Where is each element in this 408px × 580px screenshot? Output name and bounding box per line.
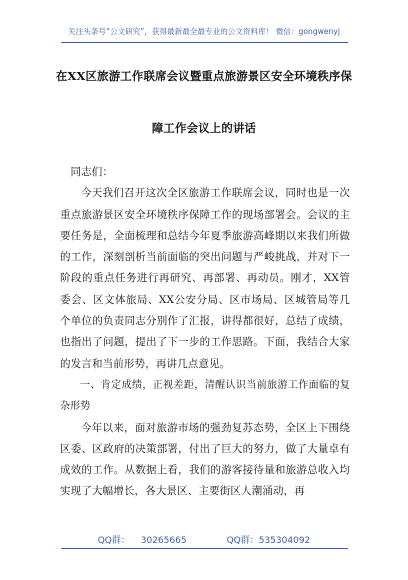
header-rule (61, 42, 348, 43)
document-title-line-2: 障工作会议上的讲话 (151, 121, 257, 135)
section-heading-1: 一、肯定成绩，正视差距，清醒认识当前旅游工作面临的复杂形势 (60, 379, 350, 413)
footer (0, 533, 408, 546)
document-body (60, 162, 350, 503)
greeting: 同志们： (70, 166, 114, 178)
footer-qq-group-2: QQ群：535304092 (226, 536, 311, 546)
paragraph-intro: 今天我们召开这次全区旅游工作联席会议，同时也是一次重点旅游景区安全环境秩序保障工作的现场部署会。会议的主要任务是，全面梳理和总结今年夏季旅游高峰期以来我们所做的工作，深刻剖析当前面临的突出问题与严峻挑战，并对下一阶段的重点任务进行再研究、再部署、再动员。刚才，XX管委会、区文体旅局、XX公安分局、区市场局、区城管局等几个单位的负责同志分别作了汇报，讲得都很好，总结了成绩，也指出了问题，提出了下一步的工作思路。下面，我结合大家的发言和当前形势，再讲几点意见。 (60, 187, 350, 370)
header-note: 关注头条号“公文研究”，获得最新最全最专业的公文资料库！ 微信：gongwenyj (68, 27, 340, 36)
footer-qq-group-1: QQ群： 30265665 (97, 536, 187, 546)
paragraph-section-1: 今年以来，面对旅游市场的强劲复苏态势，全区上下围绕区委、区政府的决策部署，付出了巨大的努力，做了大量卓有成效的工作。从数据上看，我们的游客接待量和旅游总收入均实现了大幅增长，各大景区、主要街区人潮涌动，再 (60, 421, 350, 498)
footer-rule (61, 548, 348, 549)
document-title-line-1: 在XX区旅游工作联席会议暨重点旅游景区安全环境秩序保 (55, 69, 353, 83)
